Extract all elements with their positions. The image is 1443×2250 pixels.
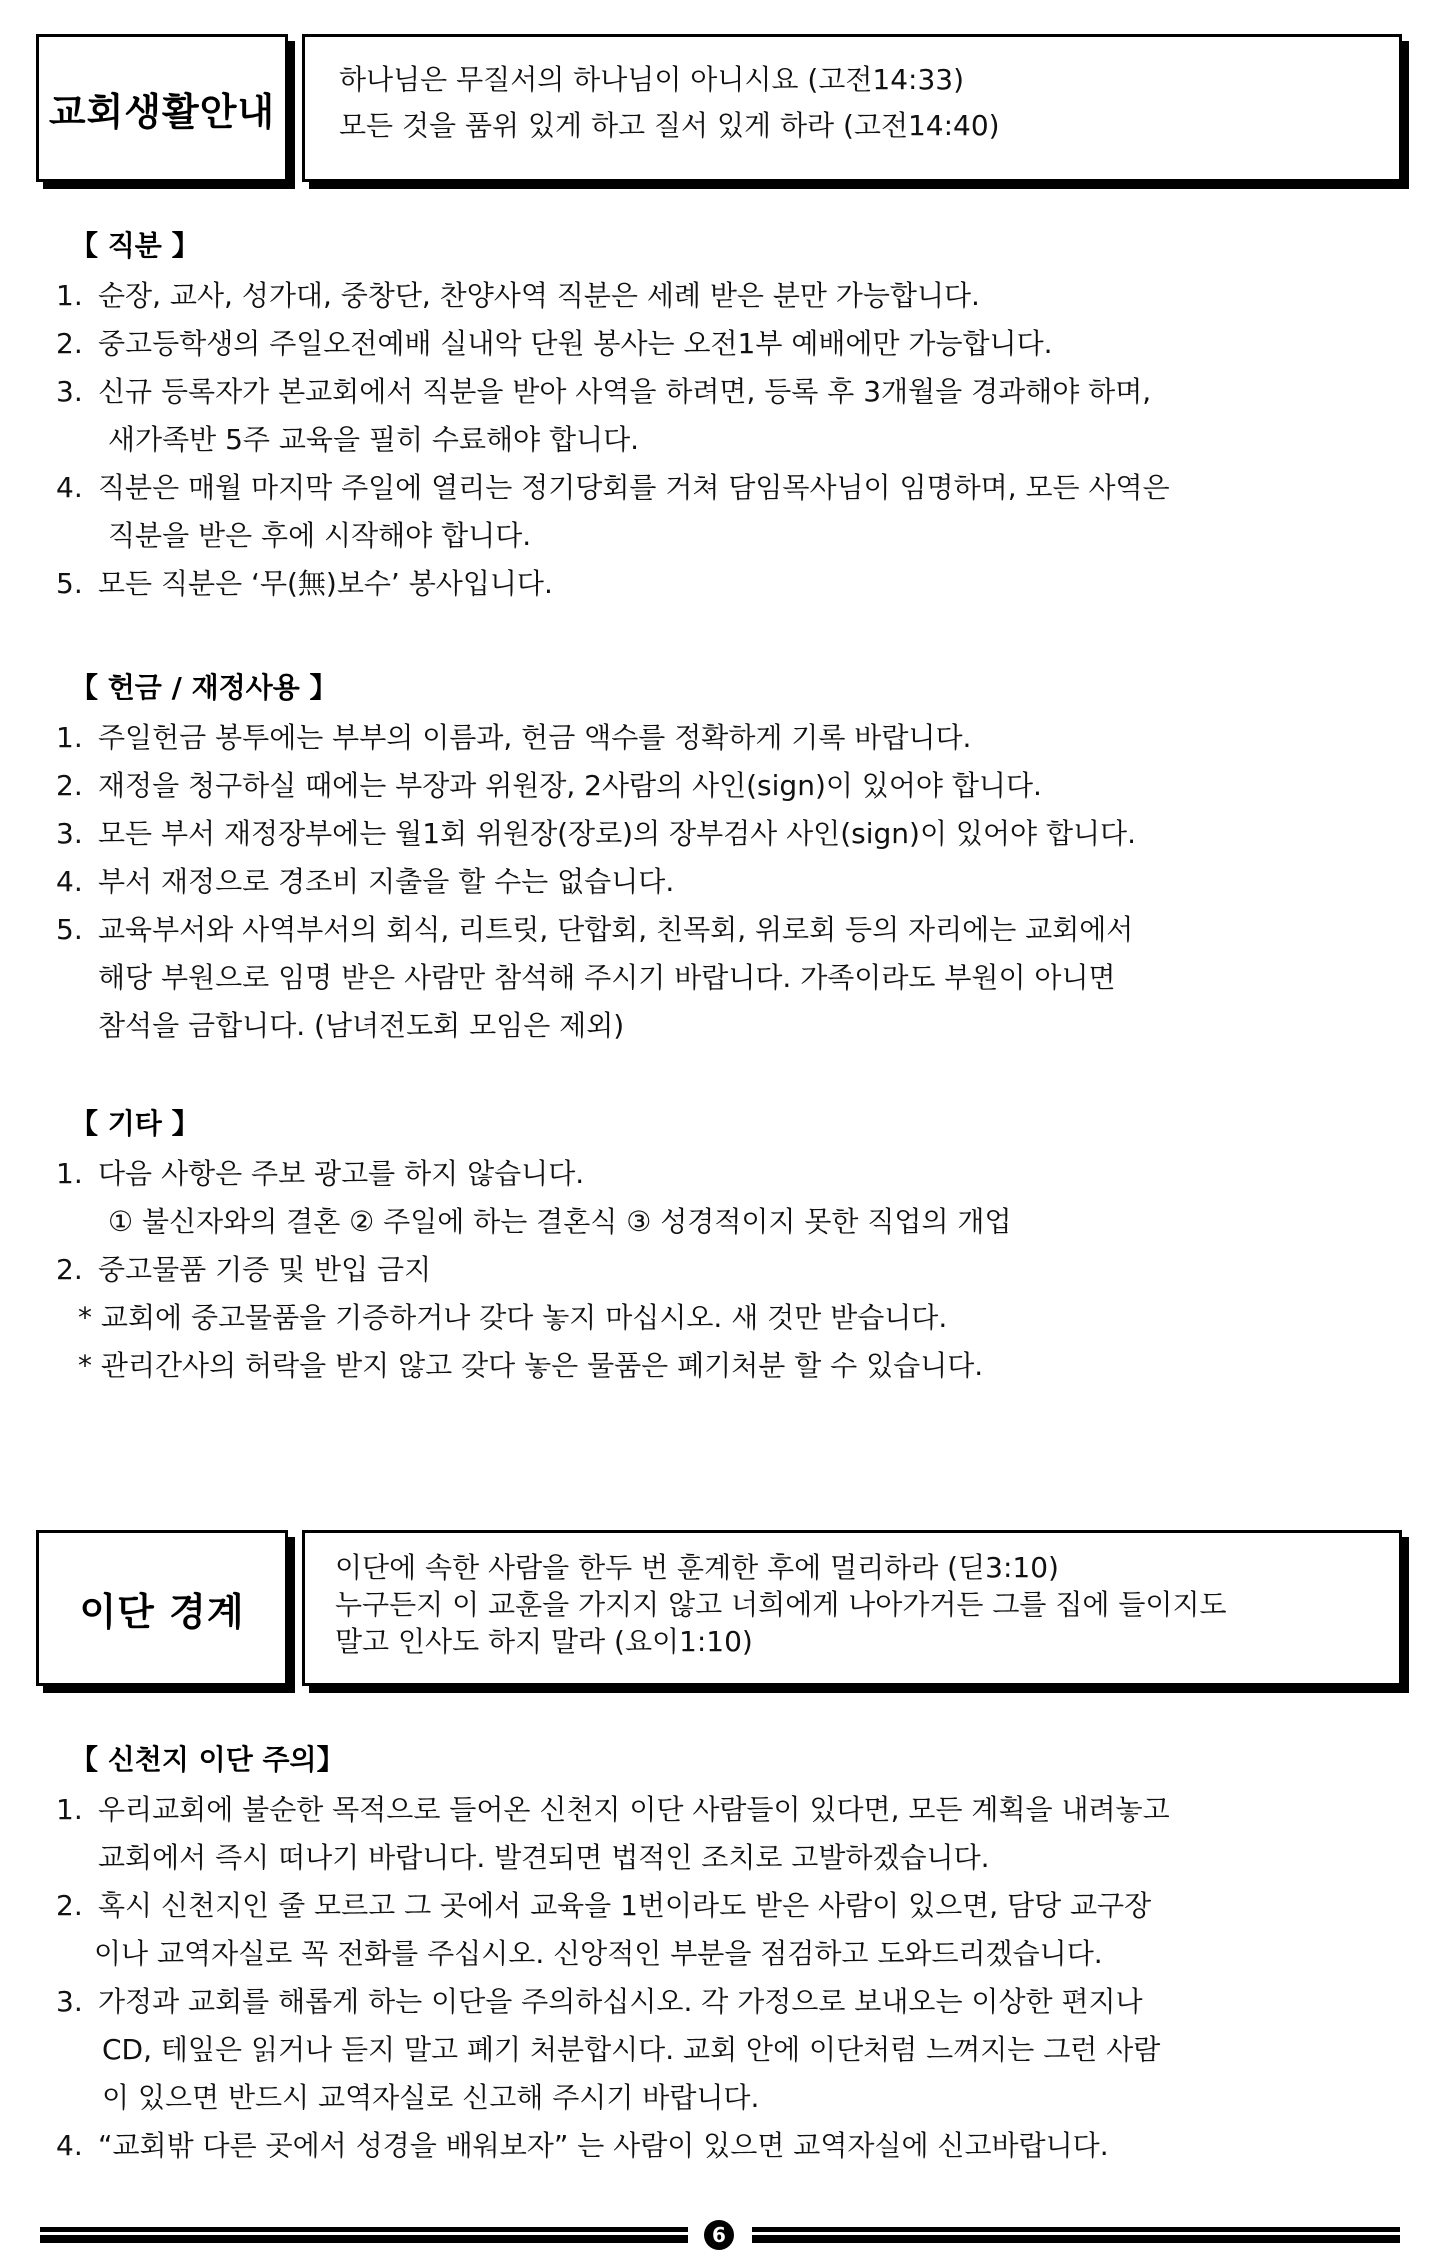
page-footer (40, 2220, 1400, 2250)
list-item: 2. 혹시 신천지인 줄 모르고 그 곳에서 교육을 1번이라도 받은 사람이 있으면, 담당 교구장 (56, 1889, 1152, 1922)
list-item: 4. 부서 재정으로 경조비 지출을 할 수는 없습니다. (56, 865, 675, 898)
note-item: * 관리간사의 허락을 받지 않고 갖다 놓은 물품은 폐기처분 할 수 있습니다. (78, 1349, 984, 1382)
list-item-continuation: 이 있으면 반드시 교역자실로 신고해 주시기 바랍니다. (102, 2081, 760, 2114)
footer-rule-left (40, 2227, 688, 2243)
church-life-header (36, 34, 1408, 184)
etc-section (56, 1100, 1386, 1390)
list-item: 2. 중고물품 기증 및 반입 금지 (56, 1253, 432, 1286)
list-item-continuation: ① 불신자와의 결혼 ② 주일에 하는 결혼식 ③ 성경적이지 못한 직업의 개업 (108, 1205, 1012, 1238)
list-item: 3. 가정과 교회를 해롭게 하는 이단을 주의하십시오. 각 가정으로 보내오는 이상한 편지나 (56, 1985, 1143, 2018)
note-item: * 교회에 중고물품을 기증하거나 갖다 놓지 마십시오. 새 것만 받습니다. (78, 1301, 948, 1334)
heresy-warning-title-box (36, 1530, 288, 1686)
verse-line: 말고 인사도 하지 말라 (요이1:10) (335, 1625, 753, 1658)
heresy-section (56, 1736, 1386, 2170)
list-item-continuation: 직분을 받은 후에 시작해야 합니다. (108, 519, 532, 552)
duties-section-title: 【 직분 】 (70, 229, 200, 262)
verse-line: 이단에 속한 사람을 한두 번 훈계한 후에 멀리하라 (딛3:10) (335, 1551, 1059, 1584)
list-item: 3. 모든 부서 재정장부에는 월1회 위원장(장로)의 장부검사 사인(sign)이 있어야 합니다. (56, 817, 1136, 850)
list-item: 1. 우리교회에 불순한 목적으로 들어온 신천지 이단 사람들이 있다면, 모든 계획을 내려놓고 (56, 1793, 1170, 1826)
list-item: 5. 교육부서와 사역부서의 회식, 리트릿, 단합회, 친목회, 위로회 등의 자리에는 교회에서 (56, 913, 1134, 946)
verse-line: 모든 것을 품위 있게 하고 질서 있게 하라 (고전14:40) (339, 109, 1000, 142)
heresy-warning-header (36, 1530, 1408, 1688)
finance-section-title: 【 헌금 / 재정사용 】 (70, 671, 338, 704)
verse-line: 누구든지 이 교훈을 가지지 않고 너희에게 나아가거든 그를 집에 들이지도 (335, 1588, 1227, 1621)
church-life-title: 교회생활안내 (48, 89, 276, 134)
heresy-section-title: 【 신천지 이단 주의】 (70, 1743, 345, 1776)
finance-section (56, 664, 1386, 1050)
list-item-continuation: CD, 테잎은 읽거나 듣지 말고 폐기 처분합시다. 교회 안에 이단처럼 느껴지는 그런 사람 (102, 2033, 1161, 2066)
list-item-continuation: 참석을 금합니다. (남녀전도회 모임은 제외) (98, 1009, 625, 1042)
list-item-continuation: 해당 부원으로 임명 받은 사람만 참석해 주시기 바랍니다. 가족이라도 부원이 아니면 (98, 961, 1116, 994)
footer-rule-right (752, 2227, 1400, 2243)
list-item: 4. “교회밖 다른 곳에서 성경을 배워보자” 는 사람이 있으면 교역자실에 신고바랍니다. (56, 2129, 1109, 2162)
duties-section (56, 222, 1386, 608)
list-item-continuation: 이나 교역자실로 꼭 전화를 주십시오. 신앙적인 부분을 점검하고 도와드리겠습니다. (94, 1937, 1103, 1970)
list-item: 4. 직분은 매월 마지막 주일에 열리는 정기당회를 거쳐 담임목사님이 임명하며, 모든 사역은 (56, 471, 1170, 504)
list-item: 2. 재정을 청구하실 때에는 부장과 위원장, 2사람의 사인(sign)이 있어야 합니다. (56, 769, 1042, 802)
list-item: 5. 모든 직분은 ‘무(無)보수’ 봉사입니다. (56, 567, 553, 600)
verse-line: 하나님은 무질서의 하나님이 아니시요 (고전14:33) (339, 63, 965, 96)
list-item: 1. 주일헌금 봉투에는 부부의 이름과, 헌금 액수를 정확하게 기록 바랍니다. (56, 721, 972, 754)
list-item-continuation: 교회에서 즉시 떠나기 바랍니다. 발견되면 법적인 조치로 고발하겠습니다. (98, 1841, 990, 1874)
list-item-continuation: 새가족반 5주 교육을 필히 수료해야 합니다. (108, 423, 640, 456)
list-item: 3. 신규 등록자가 본교회에서 직분을 받아 사역을 하려면, 등록 후 3개월을 경과해야 하며, (56, 375, 1152, 408)
church-life-title-box (36, 34, 288, 182)
list-item: 1. 순장, 교사, 성가대, 중창단, 찬양사역 직분은 세례 받은 분만 가능합니다. (56, 279, 980, 312)
page-number-badge: 6 (704, 2220, 734, 2250)
list-item: 2. 중고등학생의 주일오전예배 실내악 단원 봉사는 오전1부 예배에만 가능합니다. (56, 327, 1053, 360)
heresy-warning-verse-box (302, 1530, 1402, 1686)
etc-section-title: 【 기타 】 (70, 1107, 200, 1140)
church-life-verse-box (302, 34, 1402, 182)
list-item: 1. 다음 사항은 주보 광고를 하지 않습니다. (56, 1157, 585, 1190)
heresy-warning-title: 이단 경계 (79, 1589, 245, 1634)
